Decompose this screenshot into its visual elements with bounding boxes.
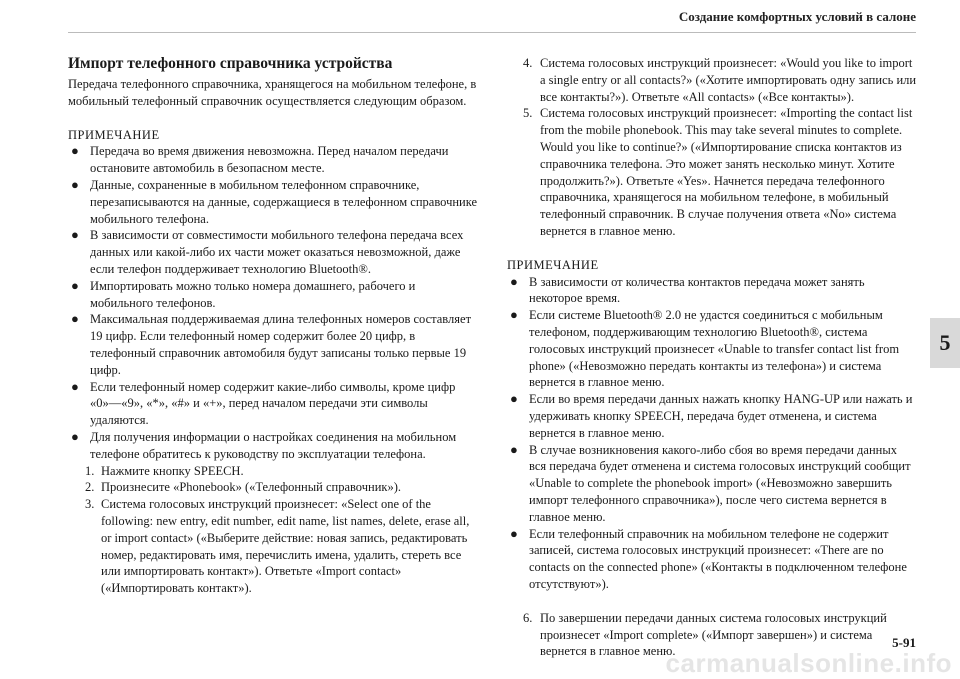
note-item: ● Если системе Bluetooth® 2.0 не удастся соединиться с мобильным телефоном, поддерживающим технологию Bluetooth®, система голосовых инструкций произнесет «Unable to transfer contact list from phone» («Невозможно передать контакты из телефона») и система вернется в главное меню. [507, 307, 917, 391]
step-number: 4. [523, 56, 533, 70]
step-list-continued [507, 55, 917, 240]
note-item: ● Для получения информации о настройках соединения на мобильном телефоне обратитесь к руководству по эксплуатации телефона. [68, 429, 478, 463]
page-number: 5-91 [892, 635, 916, 650]
header-divider [68, 32, 916, 33]
step-item [507, 55, 917, 105]
note-item: ● Максимальная поддерживаемая длина телефонных номеров составляет 19 цифр. Если телефонный номер содержит более 20 цифр, в телефонный справочник автомобиля будут записаны только первые 19 цифр. [68, 311, 478, 378]
step-item [68, 463, 478, 480]
note-item: ● В зависимости от количества контактов передача может занять некоторое время. [507, 274, 917, 308]
note-item: ● В случае возникновения какого-либо сбоя во время передачи данных вся передача будет отменена и система голосовых инструкций сообщит «Unable to complete the phonebook import» («Невозможно завершить импорт телефонного справочника»), после чего система вернется в главное меню. [507, 442, 917, 526]
step-number: 3. [85, 497, 95, 512]
watermark: carmanualsonline.info [665, 648, 952, 678]
note-item: ● Если телефонный справочник на мобильном телефоне не содержит записей, система голосовых инструкций произнесет: «There are no contacts on the connected phone» («Контакты в подключенном телефоне отсутствуют»). [507, 526, 917, 593]
step-item [507, 105, 917, 239]
note-item: ● Данные, сохраненные в мобильном телефонном справочнике, перезаписываются на данные, содержащиеся в телефонном справочнике мобильного телефона. [68, 177, 478, 227]
step-text: Произнесите «Phonebook» («Телефонный справочник»). [101, 480, 402, 495]
note-item: ● Импортировать можно только номера домашнего, рабочего и мобильного телефонов. [68, 278, 478, 312]
note-title: ПРИМЕЧАНИЕ [507, 257, 599, 272]
note-title: ПРИМЕЧАНИЕ [68, 127, 160, 142]
step-item [68, 479, 478, 496]
note-item: ● Передача во время движения невозможна. Перед началом передачи остановите автомобиль в безопасном месте. [68, 143, 478, 177]
step-number: 5. [523, 106, 533, 121]
step-number: 1. [85, 463, 95, 478]
right-column [507, 55, 917, 660]
step-text: Система голосовых инструкций произнесет: «Importing the contact list from the mobile phonebook. This may take several minutes to complete. Would you like to continue?» («Импортирование списка контактов из справочника телефона. Это может занять несколько минут. Хотите продолжить?»). Ответьте «Yes». Начнется передача телефонного справочника, хранящегося на мобильном телефоне, в мобильный телефонный справочник. В случае получения ответа «No» система вернется в главное меню. [540, 106, 913, 238]
note-item: ● В зависимости от совместимости мобильного телефона передача всех данных или какой-либо их части может оказаться невозможной, даже если телефон поддерживает технологию Bluetooth®. [68, 227, 478, 277]
step-number: 2. [85, 480, 95, 495]
section-tab: 5 [930, 318, 960, 368]
step-list [68, 463, 478, 597]
note-list [507, 274, 917, 593]
note-list [68, 143, 478, 462]
note-item: ● Если во время передачи данных нажать кнопку HANG-UP или нажать и удерживать кнопку SPEECH, передача будет отменена, и система вернется в главное меню. [507, 391, 917, 441]
left-column [68, 54, 478, 597]
step-text: Система голосовых инструкций произнесет: «Select one of the following: new entry, edit number, edit name, list names, delete, erase all, or import contact» («Выберите действие: новая запись, редактировать номер, редактировать имя, перечислить имена, удалить, стереть все или импортировать контакт»). Ответьте «Import contact» («Импортировать контакт»). [101, 497, 470, 596]
running-header: Создание комфортных условий в салоне [678, 9, 916, 24]
step-item [68, 496, 478, 597]
intro-paragraph: Передача телефонного справочника, хранящегося на мобильном телефоне, в мобильный телефонный справочник осуществляется следующим образом. [68, 77, 477, 108]
step-text: По завершении передачи данных система голосовых инструкций произнесет «Import complete» («Импорт завершен») и система вернется в главное меню. [540, 610, 887, 659]
section-heading: Импорт телефонного справочника устройства [68, 55, 393, 72]
note-item: ● Если телефонный номер содержит какие-либо символы, кроме цифр «0»—«9», «*», «#» и «+», перед началом передачи эти символы удаляются. [68, 379, 478, 429]
step-text: Система голосовых инструкций произнесет: «Would you like to import a single entry or all contacts?» («Хотите импортировать одну запись или все контакты?»). Ответьте «All contacts» («Все контакты»). [540, 56, 917, 104]
step-number: 6. [523, 610, 533, 625]
step-text: Нажмите кнопку SPEECH. [101, 463, 244, 478]
